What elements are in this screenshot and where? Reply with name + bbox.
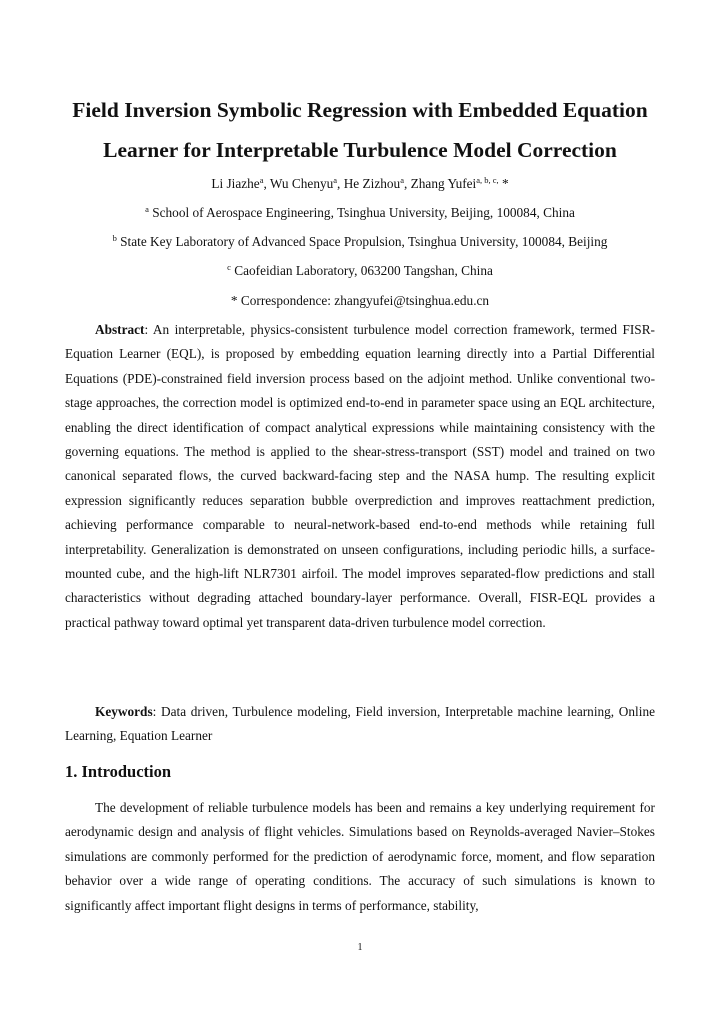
author-name: Li Jiazhe [211, 176, 260, 191]
affiliation-b [40, 233, 680, 251]
affiliation-text: State Key Laboratory of Advanced Space Propulsion, Tsinghua University, 100084, Beijing [120, 234, 608, 249]
author-name: He Zizhou [343, 176, 401, 191]
introduction-paragraph [65, 796, 655, 918]
author-list: Li Jiazhe$^a$, Wu Chenyu$^a$, He Zizhou$^a$, Zhang Yufei$^{a, b, c,}$ * [211, 175, 509, 191]
affiliation-mark: c [227, 262, 231, 272]
introduction-text: The development of reliable turbulence models has been and remains a key underlying requirement for aerodynamic design and analysis of flight vehicles. Simulations based on Reynolds-averaged Navier–Stokes simulations are commonly performed for the prediction of aerodynamic force, moment, and flow separation behavior over a wide range of operating conditions. The accuracy of such simulations is known to significantly affect important flight designs in terms of performance, stability, [65, 800, 655, 913]
affiliation-c [40, 262, 680, 280]
abstract-label: Abstract [95, 322, 145, 337]
affiliation-a [40, 204, 680, 222]
section-heading: 1. Introduction [65, 762, 172, 781]
keywords-label: Keywords [95, 704, 153, 719]
affiliation-text: Caofeidian Laboratory, 063200 Tangshan, China [234, 263, 493, 278]
author-name: Wu Chenyu [269, 176, 334, 191]
abstract-paragraph [65, 318, 655, 635]
keywords-text: : Data driven, Turbulence modeling, Field inversion, Interpretable machine learning, Online Learning, Equation Learner [65, 704, 655, 744]
page-number: 1 [357, 942, 363, 953]
correspondence-line: * Correspondence: zhangyufei@tsinghua.edu.cn [230, 293, 490, 308]
corresponding-author-mark: * [502, 176, 509, 191]
author-affiliation-mark: a [333, 175, 338, 185]
affiliation-mark: b [112, 233, 117, 243]
author-affiliation-mark: a [259, 175, 264, 185]
author-name: Zhang Yufei [410, 176, 477, 191]
paper-title [40, 90, 680, 170]
affiliation-mark: a [145, 204, 149, 214]
abstract-text: : An interpretable, physics-consistent turbulence model correction framework, termed FISR-Equation Learner (EQL), is proposed by embedding equation learning directly into a Partial Differential Equations (PDE)-constrained field inversion process based on the adjoint method. Unlike conventional two-stage approaches, the correction model is optimized end-to-end in parameter space using an EQL architecture, enabling the direct identification of compact analytical expressions while maintaining consistency with the governing equations. The method is applied to the shear-stress-transport (SST) model and trained on two canonical separated flows, the curved backward-facing step and the NASA hump. The resulting explicit expression significantly reduces separation bubble overprediction and improves reattachment prediction, achieving performance comparable to neural-network-based end-to-end methods while retaining full interpretability. Generalization is demonstrated on unseen configurations, including periodic hills, a surface-mounted cube, and the high-lift NLR7301 airfoil. The model improves separated-flow predictions and stall characteristics without degrading attached boundary-layer performance. Overall, FISR-EQL provides a practical pathway toward optimal yet transparent data-driven turbulence model correction. [65, 322, 655, 630]
author-affiliation-mark: a [400, 175, 404, 185]
title-line-2: Learner for Interpretable Turbulence Model Correction [103, 138, 617, 162]
keywords-paragraph [65, 700, 655, 749]
author-affiliation-mark: a, b, c, [476, 175, 499, 185]
affiliation-text: School of Aerospace Engineering, Tsinghua University, Beijing, 100084, China [152, 205, 575, 220]
title-line-1: Field Inversion Symbolic Regression with Embedded Equation [72, 98, 648, 122]
